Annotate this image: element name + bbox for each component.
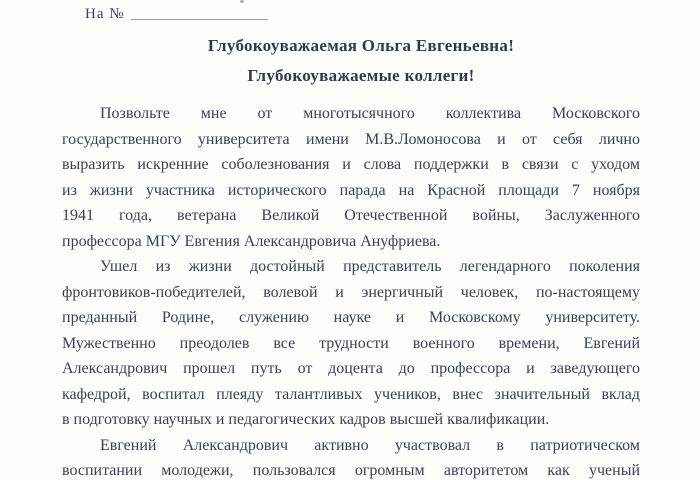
scan-artifact-dot	[240, 0, 244, 3]
text-line: Ушел из жизни достойный представитель легендарного поколения	[100, 258, 640, 275]
text-line: фронтовиков-победителей, волевой и энергичный человек, по-настоящему	[62, 283, 640, 301]
text-line: государственного университета имени М.В.Ломоносова и от себя лично	[62, 130, 640, 148]
text-line: Александрович прошел путь от доцента до профессора и заведующего	[62, 360, 640, 377]
salutation-heading-secondary: Глубокоуважаемые коллеги!	[247, 66, 475, 85]
text-line: из жизни участника исторического парада на Красной площади 7 ноября	[62, 181, 640, 199]
paragraph	[62, 254, 640, 433]
text-line: 1941 года, ветерана Великой Отечественной войны, Заслуженного	[62, 207, 640, 224]
text-line: преданный Родине, служению науке и Московскому университету.	[62, 309, 640, 326]
paragraph	[62, 433, 640, 480]
paragraph	[62, 101, 640, 254]
ref-number-label: На №	[85, 6, 125, 22]
salutation-heading-primary: Глубокоуважаемая Ольга Евгеньевна!	[207, 36, 515, 55]
text-line: в подготовку научных и педагогических кадров высшей квалификации.	[62, 411, 550, 428]
text-line: Мужественно преодолев все трудности военного времени, Евгений	[62, 334, 640, 352]
ref-number-line	[131, 5, 268, 20]
text-line: Евгений Александрович активно участвовал в патриотическом	[100, 436, 640, 454]
ref-number-row	[85, 3, 268, 23]
text-line: выразить искренние соболезнования и слова поддержки в связи с уходом	[62, 156, 640, 173]
letter-body	[62, 101, 640, 480]
text-line: Позвольте мне от многотысячного коллектива Московского	[100, 105, 640, 122]
text-line: воспитании молодежи, пользовался огромным авторитетом как ученый	[62, 462, 640, 479]
text-line: профессора МГУ Евгения Александровича Ануфриева.	[62, 232, 441, 250]
text-line: кафедрой, воспитал плеяду талантливых учеников, внес значительный вклад	[62, 385, 640, 403]
